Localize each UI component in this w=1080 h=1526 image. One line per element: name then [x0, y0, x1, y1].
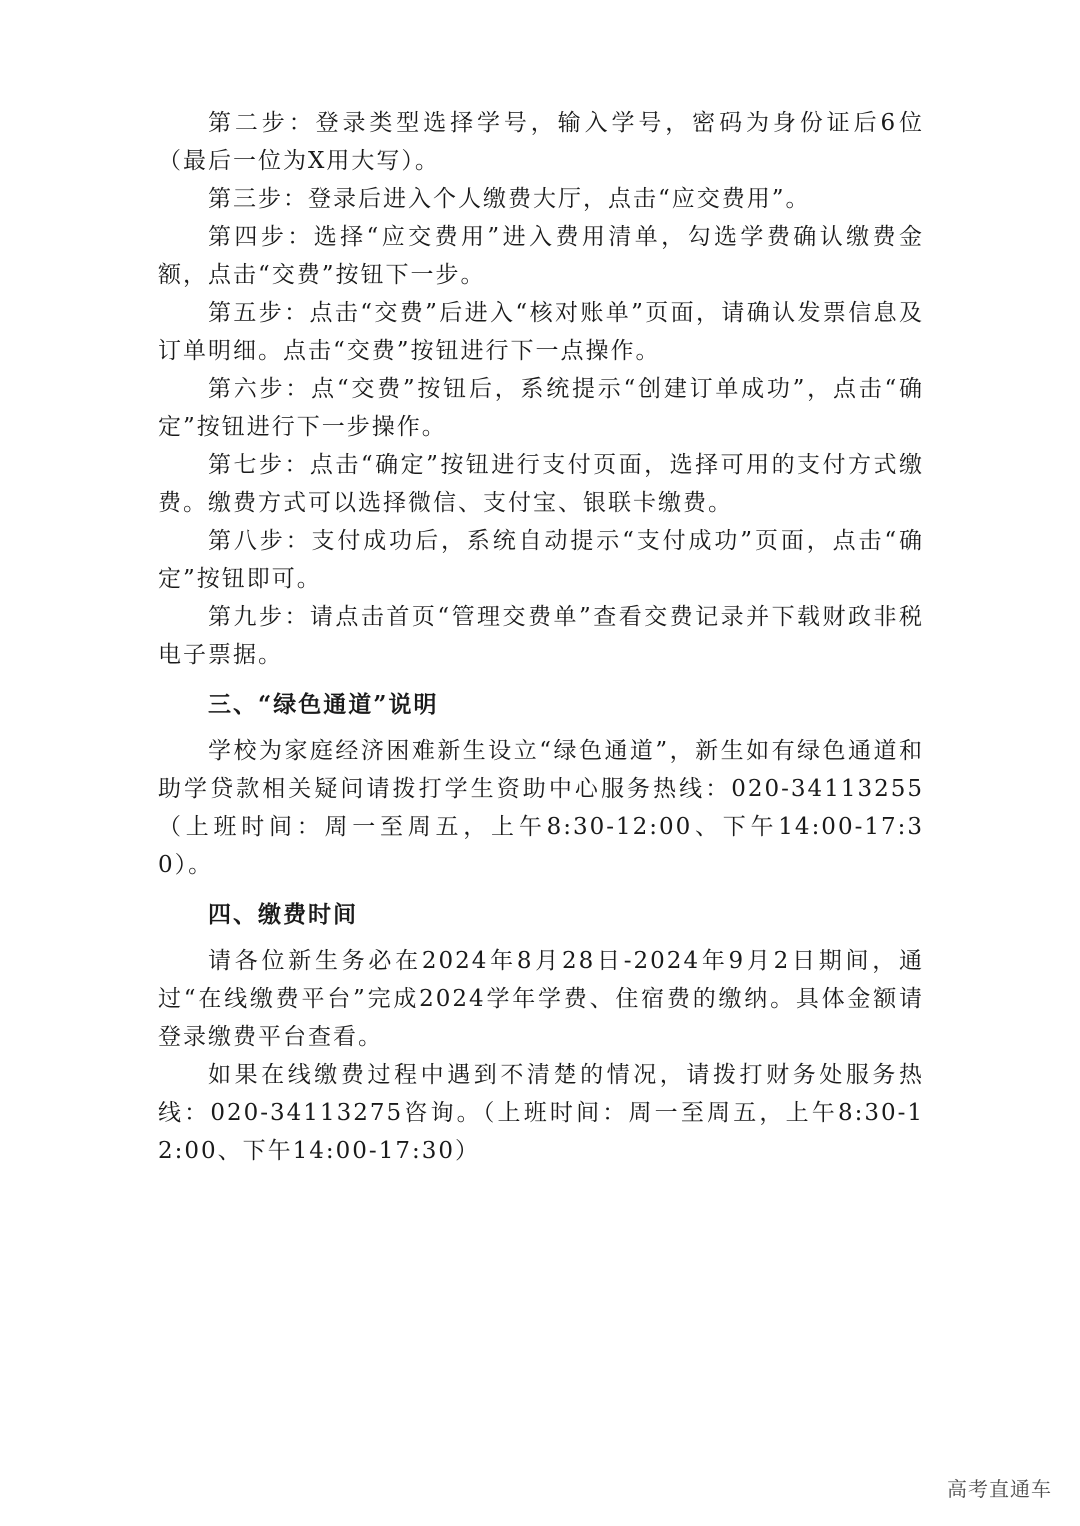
step-3-paragraph: 第三步：登录后进入个人缴费大厅，点击“应交费用”。 [208, 186, 811, 212]
section-4-body-2: 如果在线缴费过程中遇到不清楚的情况，请拨打财务处服务热线：020-34113275咨询。（上班时间：周一至周五，上午8:30-12:00、下午14:00-17:30） [158, 1062, 924, 1164]
step-8-paragraph: 第八步：支付成功后，系统自动提示“支付成功”页面，点击“确定”按钮即可。 [158, 528, 924, 592]
step-6-paragraph: 第六步：点“交费”按钮后，系统提示“创建订单成功”，点击“确定”按钮进行下一步操作。 [158, 376, 924, 440]
step-7-paragraph: 第七步：点击“确定”按钮进行支付页面，选择可用的支付方式缴费。缴费方式可以选择微信、支付宝、银联卡缴费。 [158, 452, 924, 516]
section-3-body: 学校为家庭经济困难新生设立“绿色通道”，新生如有绿色通道和助学贷款相关疑问请拨打学生资助中心服务热线：020-34113255（上班时间：周一至周五，上午8:30-12:00、下午14:00-17:30）。 [158, 738, 924, 878]
section-4-body-1: 请各位新生务必在2024年8月28日-2024年9月2日期间，通过“在线缴费平台”完成2024学年学费、住宿费的缴纳。具体金额请登录缴费平台查看。 [158, 948, 924, 1050]
document-body [158, 104, 924, 1170]
step-9-paragraph: 第九步：请点击首页“管理交费单”查看交费记录并下载财政非税电子票据。 [158, 604, 924, 668]
section-3-heading: 三、“绿色通道”说明 [208, 691, 439, 718]
section-4-heading: 四、缴费时间 [208, 901, 358, 928]
watermark-text: 高考直通车 [947, 1477, 1052, 1501]
step-5-paragraph: 第五步：点击“交费”后进入“核对账单”页面，请确认发票信息及订单明细。点击“交费”按钮进行下一点操作。 [158, 300, 924, 364]
step-4-paragraph: 第四步：选择“应交费用”进入费用清单，勾选学费确认缴费金额，点击“交费”按钮下一步。 [158, 224, 924, 288]
step-2-paragraph: 第二步：登录类型选择学号，输入学号，密码为身份证后6位（最后一位为X用大写）。 [158, 110, 924, 174]
